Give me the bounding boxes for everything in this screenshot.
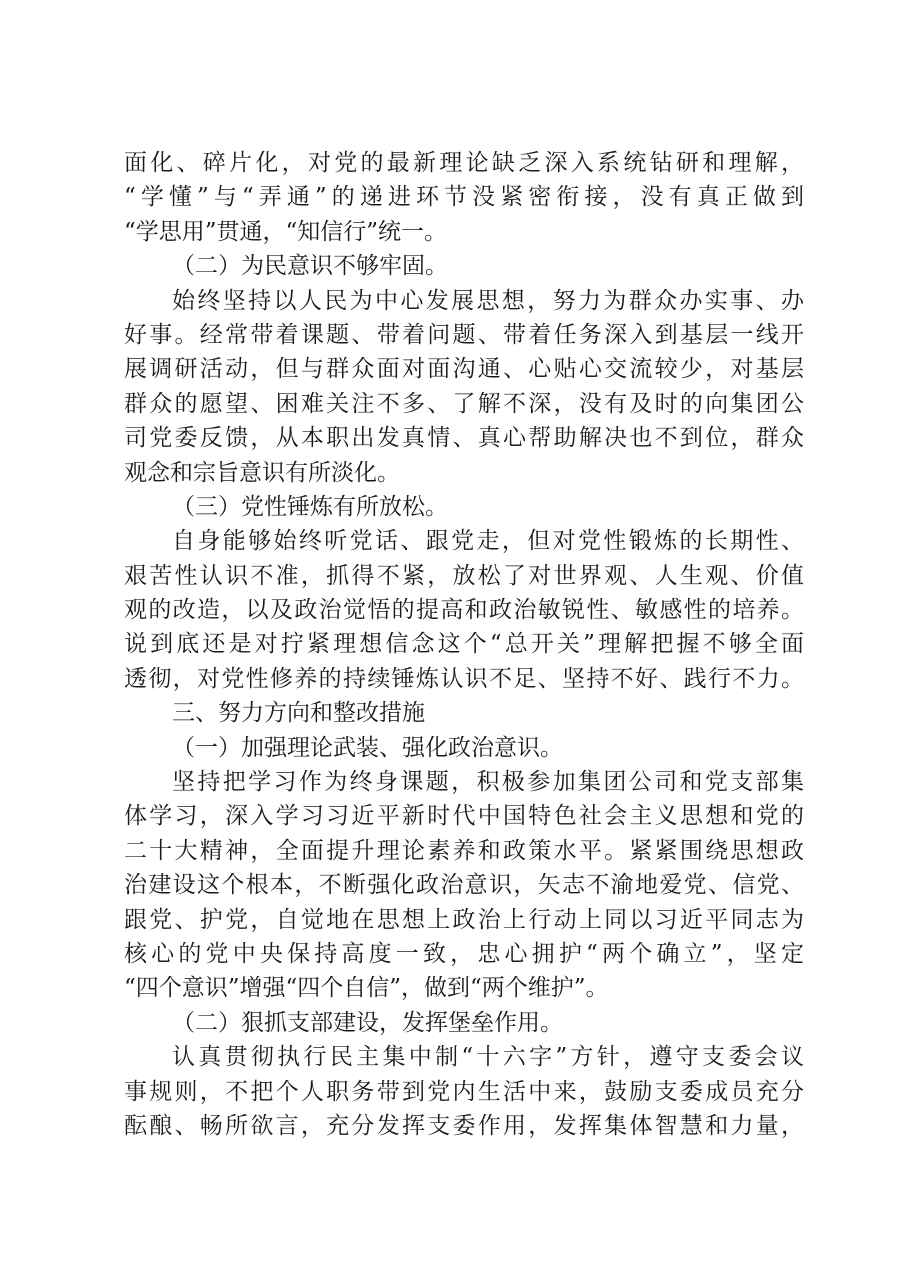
body-line: 群众的愿望、困难关注不多、了解不深，没有及时的向集团公: [124, 390, 804, 417]
body-line: 体学习，深入学习习近平新时代中国特色社会主义思想和党的: [124, 803, 804, 830]
section-heading: （二）为民意识不够牢固。: [172, 253, 448, 280]
body-line: 认真贯彻执行民主集中制“十六字”方针，遵守支委会议: [172, 1044, 804, 1071]
body-line: “学思用”贯通，“知信行”统一。: [124, 218, 448, 245]
body-line: 自身能够始终听党话、跟党走，但对党性锻炼的长期性、: [172, 528, 804, 555]
body-line: 艰苦性认识不准，抓得不紧，放松了对世界观、人生观、价值: [124, 562, 804, 589]
body-line: 观的改造，以及政治觉悟的提高和政治敏锐性、敏感性的培养。: [124, 597, 804, 624]
section-heading: （一）加强理论武装、强化政治意识。: [172, 734, 563, 761]
body-line: 司党委反馈，从本职出发真情、真心帮助解决也不到位，群众: [124, 425, 804, 452]
body-line: 治建设这个根本，不断强化政治意识，矢志不渝地爱党、信党、: [124, 872, 804, 899]
body-line: 酝酿、畅所欲言，充分发挥支委作用，发挥集体智慧和力量，: [124, 1112, 804, 1139]
chapter-heading: 三、努力方向和整改措施: [172, 700, 425, 727]
body-line: 观念和宗旨意识有所淡化。: [124, 459, 400, 486]
body-line: 事规则，不把个人职务带到党内生活中来，鼓励支委成员充分: [124, 1078, 804, 1105]
body-line: “学懂”与“弄通”的递进环节没紧密衔接，没有真正做到: [124, 184, 804, 211]
body-line: 说到底还是对拧紧理想信念这个“总开关”理解把握不够全面: [124, 631, 804, 658]
body-line: 好事。经常带着课题、带着问题、带着任务深入到基层一线开: [124, 321, 804, 348]
document-page: [124, 146, 804, 1143]
body-line: 面化、碎片化，对党的最新理论缺乏深入系统钻研和理解，: [124, 150, 804, 176]
section-heading: （三）党性锤炼有所放松。: [172, 493, 448, 520]
body-line: 跟党、护党，自觉地在思想上政治上行动上同以习近平同志为: [124, 906, 804, 933]
body-line: 展调研活动，但与群众面对面沟通、心贴心交流较少，对基层: [124, 356, 804, 383]
body-line: 始终坚持以人民为中心发展思想，努力为群众办实事、办: [172, 287, 804, 314]
body-line: “四个意识”增强“四个自信”，做到“两个维护”。: [124, 975, 609, 1002]
body-line: 二十大精神，全面提升理论素养和政策水平。紧紧围绕思想政: [124, 837, 804, 864]
section-heading: （二）狠抓支部建设，发挥堡垒作用。: [172, 1009, 563, 1036]
body-line: 核心的党中央保持高度一致，忠心拥护“两个确立”，坚定: [124, 940, 804, 967]
body-line: 坚持把学习作为终身课题，积极参加集团公司和党支部集: [172, 769, 804, 796]
body-line: 透彻，对党性修养的持续锤炼认识不足、坚持不好、践行不力。: [124, 665, 804, 692]
